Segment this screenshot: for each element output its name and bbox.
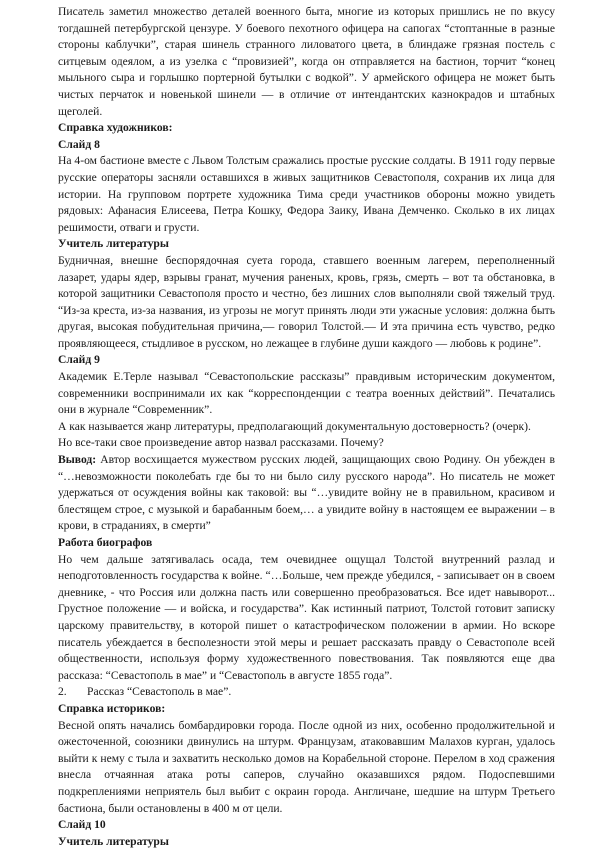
heading-biographers: Работа биографов	[58, 536, 153, 549]
numbered-item	[58, 684, 555, 701]
paragraph-genre-question: А как называется жанр литературы, предполагающий документальную достоверность? (очерк).	[58, 419, 531, 433]
item-number: 2.	[58, 685, 67, 699]
paragraph-tarle: Академик Е.Терле называл “Севастопольские рассказы” правдивым историческим документом, современники воспринимали их как “корреспонденции с театра военных действий”. Печатались они в журнале “Современник”.	[58, 370, 555, 417]
item-text: Рассказ “Севастополь в мае”.	[87, 685, 232, 699]
paragraph-conclusion	[58, 452, 555, 535]
heading-slide-9: Слайд 9	[58, 353, 100, 367]
conclusion-label: Вывод:	[58, 453, 97, 467]
heading-literature-teacher: Учитель литературы	[58, 237, 169, 251]
paragraph-why-stories: Но все-таки свое произведение автор назвал рассказами. Почему?	[58, 436, 384, 450]
heading-slide-8: Слайд 8	[58, 137, 100, 151]
heading-literature-teacher-2: Учитель литературы	[58, 834, 169, 848]
paragraph-city-routine: Будничная, внешне беспорядочная суета города, ставшего военным лагерем, переполненный лазарет, удары ядер, взрывы гранат, мучения раненых, кровь, грязь, смерть – вот та обстановка, в которой защитники Севастополя просто и честно, без лишних слов выполняли свой тяжелый труд. “Из-за креста, из-за названия, из угрозы не могут принять люди эти ужасные условия: должна быть другая, высокая побудительная причина,— говорил Толстой.— И эта причина есть чувство, редко проявляющееся, стыдливое в русском, но лежащее в глубине души каждого — любовь к родине”.	[58, 253, 555, 350]
heading-artists-note: Справка художников:	[58, 121, 173, 135]
paragraph-spring-bombardment: Весной опять начались бомбардировки города. После одной из них, особенно продолжительной и ожесточенной, союзники двинулись на штурм. Французам, атаковавшим Малахов курган, удалось выйти к нему с тыла и захватить несколько домов на Корабельной стороне. Перелом в ход сражения внесла отчаянная атака роты саперов, случайно оказавшихся рядом. Подоспевшими подкреплениями неприятель был выбит с окраин города. Англичане, шедшие на штурм Третьего бастиона, были остановлены в 400 м от цели.	[58, 718, 555, 815]
paragraph-military-life: Писатель заметил множество деталей военного быта, многие из которых пришлись не по вкусу тогдашней петербургской цензуре. У боевого пехотного офицера на сапогах “стоптанные в разные стороны каблучки”, старая шинель странного лиловатого цвета, в блиндаже грязная постель с ситцевым одеялом, а из узелка с “провизией”, когда он отправляется на бастион, торчит “конец мыльного сыра и горлышко портерной бутылки с водкой”. У армейского офицера не может быть чистых перчаток и новенькой шинели — в отличие от интендантских казнокрадов и штабных щеголей.	[58, 5, 555, 118]
heading-historians-note: Справка историков:	[58, 701, 166, 715]
document-page	[58, 4, 555, 850]
paragraph-siege: Но чем дальше затягивалась осада, тем очевиднее ощущал Толстой внутренний разлад и неподготовленность государства к войне. “…Больше, чем прежде убедился, - записывает он в своем дневнике, - что Россия или должна пасть или совершенно преобразоваться. Все идет навыворот... Грустное положение — и войска, и государства”. Как истинный патриот, Толстой готовит записку царскому правительству, в которой пишет о катастрофическом положении в армии. Но вскоре писатель убеждается в бесполезности этой меры и решает рассказать правду о Севастополе всей общественности, используя форму художественного повествования. Так появляются еще два рассказа: “Севастополь в мае” и “Севастополь в августе 1855 года”.	[58, 552, 555, 682]
paragraph-4th-bastion: На 4-ом бастионе вместе с Львом Толстым сражались простые русские солдаты. В 1911 году первые русские операторы засняли оставшихся в живых защитников Севастополя, сохранив их лица для истории. На групповом портрете художника Тима среди участников обороны можно увидеть рядовых: Афанасия Елисеева, Петра Кошку, Федора Заику, Ивана Демченко. Сколько в их лицах решимости, отваги и грусти.	[58, 154, 555, 234]
heading-slide-10: Слайд 10	[58, 818, 106, 832]
conclusion-text: Автор восхищается мужеством русских людей, защищающих свою Родину. Он убежден в “…невозможности поколебать где бы то ни было силу русского народа”. Но писатель не может удержаться от осуждения войны как таковой: вы “…увидите войну не в правильном, красивом и блестящем строе, с музыкой и барабанным боем,… а увидите войну в настоящем ее выражении – в крови, в страданиях, в смерти”	[58, 453, 555, 533]
